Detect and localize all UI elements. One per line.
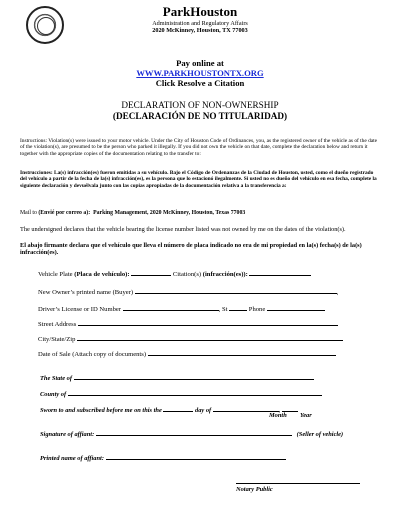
vehicle-plate-label-es: (Placa de vehículo): <box>74 271 130 278</box>
date-of-sale-row <box>38 348 336 358</box>
title-en: DECLARATION OF NON-OWNERSHIP <box>121 100 279 110</box>
city-label: City/State/Zip <box>38 336 76 343</box>
notary-signature-line[interactable] <box>236 483 360 484</box>
printed-name-label: Printed name of affiant: <box>40 455 104 462</box>
org-name: ParkHouston <box>162 4 238 19</box>
printed-name-field[interactable] <box>106 452 286 460</box>
declaration-es: El abajo firmante declara que el vehículo que lleva el número de placa indicado no era de mi propiedad en la(s) fecha(s) de la(s) infracción(es). <box>20 242 362 257</box>
notary-public-label: Notary Public <box>236 486 273 493</box>
vehicle-plate-label: Vehicle Plate <box>38 271 73 278</box>
date-of-sale-label: Date of Sale (Attach copy of documents) <box>38 351 147 358</box>
mail-label: Mail to <box>20 210 37 216</box>
county-field[interactable] <box>68 388 322 396</box>
city-row <box>38 333 343 343</box>
signature-label: Signature of affiant: <box>40 431 95 438</box>
phone-field[interactable] <box>267 303 325 311</box>
signature-row <box>40 428 343 438</box>
resolve-citation-text: Click Resolve a Citation <box>155 78 245 88</box>
instructions-es: Instrucciones: La(s) infracción(es) fueron emitidas a su vehículo. Bajo el Código de Ordenanzas de la Ciudad de Houston, usted, como el dueño registrado del vehículo a partir de la fecha de la(s) infracción(es), es la persona que lo estacionó ilegalmente. Si usted no es dueño del vehículo en esa fecha, complete la siguiente declaración y devuélvala junto con las copias apropiadas de la documentación relativa a la transferencia a: <box>20 170 377 189</box>
sworn-month-field[interactable] <box>213 404 279 412</box>
mail-address: Parking Management, 2020 McKinney, Houston, Texas 77003 <box>93 210 246 216</box>
county-row <box>40 388 322 398</box>
street-label: Street Address <box>38 321 77 328</box>
dl-row: Driver’s License or ID Number , St Phone <box>38 303 325 313</box>
street-field[interactable] <box>78 318 338 326</box>
dl-field[interactable] <box>123 303 219 311</box>
city-field[interactable] <box>77 333 343 341</box>
declaration-en: The undersigned declares that the vehicle bearing the license number listed was not owned by me on the dates of the violation(s). <box>20 226 346 233</box>
vehicle-plate-field[interactable] <box>131 268 171 276</box>
mail-to <box>20 210 245 216</box>
org-address: 2020 McKinney, Houston, TX 77003 <box>152 27 248 34</box>
form-title <box>0 100 400 122</box>
citations-field[interactable] <box>249 268 311 276</box>
mail-label-es: (Envié por correo a): <box>38 210 91 216</box>
sworn-day-field[interactable] <box>163 404 193 412</box>
sworn-year-field[interactable] <box>282 404 298 412</box>
sworn-row: Sworn to and subscribed before me on this the day of , <box>40 404 298 414</box>
new-owner-row: New Owner’s printed name (Buyer) , <box>38 286 338 296</box>
new-owner-field[interactable] <box>135 286 337 294</box>
state-row <box>40 372 314 382</box>
st-label: St <box>221 306 228 313</box>
day-of-label: day of <box>195 407 212 414</box>
signature-field[interactable] <box>96 428 292 436</box>
new-owner-label: New Owner’s printed name (Buyer) <box>38 289 134 296</box>
header <box>0 4 400 34</box>
instructions-en: Instructions: Violation(s) were issued to your motor vehicle. Under the City of Houston Code of Ordinances, you, as the registered owner of the vehicle as of the date of the violation(s), are presumed to be the person who parked it illegally. If you did not own the vehicle on that date, complete the declaration below and return it together with the appropriate copies of the documentation relating to the transfer to: <box>20 138 378 157</box>
printed-name-row <box>40 452 286 462</box>
dl-label: Driver’s License or ID Number <box>38 306 122 313</box>
vehicle-plate-row <box>38 268 311 278</box>
payment-link[interactable]: WWW.PARKHOUSTONTX.ORG <box>136 68 264 78</box>
state-label: The State of <box>40 375 72 382</box>
month-label: Month <box>269 412 287 419</box>
st-field[interactable] <box>229 303 247 311</box>
citations-label-es: (infracción(es)): <box>202 271 248 278</box>
county-label: County of <box>40 391 67 398</box>
date-of-sale-field[interactable] <box>148 348 336 356</box>
seller-label: (Seller of vehicle) <box>296 431 344 438</box>
phone-label: Phone <box>248 306 266 313</box>
citations-label: Citation(s) <box>172 271 202 278</box>
title-es: (DECLARACIÓN DE NO TITULARIDAD) <box>112 111 288 121</box>
sworn-label: Sworn to and subscribed before me on this the <box>40 407 162 414</box>
pay-online-text: Pay online at <box>176 58 224 68</box>
year-label: Year <box>300 412 312 419</box>
payment-block <box>0 58 400 88</box>
state-field[interactable] <box>74 372 314 380</box>
street-row <box>38 318 338 328</box>
dept-name: Administration and Regulatory Affairs <box>152 20 248 27</box>
